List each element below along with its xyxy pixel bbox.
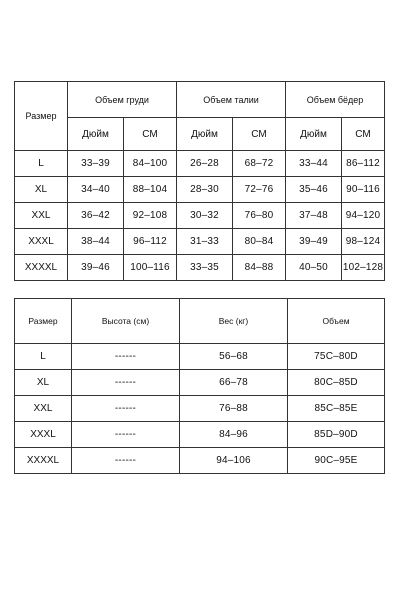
unit-cm: СМ [233,118,286,151]
waist-cm: 76–80 [233,203,286,229]
waist-inch: 31–33 [177,229,233,255]
bust-cm: 100–116 [124,255,177,281]
volume-cell: 80C–85D [288,370,385,396]
bust-inch: 34–40 [68,177,124,203]
table-row [15,229,385,255]
bust-inch: 39–46 [68,255,124,281]
bust-inch: 33–39 [68,151,124,177]
size-chart-measurements [14,81,385,281]
unit-inch: Дюйм [177,118,233,151]
unit-inch: Дюйм [68,118,124,151]
waist-inch: 33–35 [177,255,233,281]
bust-inch: 36–42 [68,203,124,229]
hip-cm: 94–120 [342,203,385,229]
hip-inch: 35–46 [286,177,342,203]
hip-cm: 90–116 [342,177,385,203]
height-cell: ------ [72,344,180,370]
size-cell: XXXXL [15,255,68,281]
table-row [15,396,385,422]
hip-inch: 40–50 [286,255,342,281]
weight-cell: 66–78 [180,370,288,396]
size-cell: XXL [15,396,72,422]
height-cell: ------ [72,422,180,448]
size-cell: XXXL [15,229,68,255]
size-header: Размер [15,82,68,151]
weight-cell: 84–96 [180,422,288,448]
size-cell: XXXL [15,422,72,448]
table-row [15,255,385,281]
weight-header: Вес (кг) [180,299,288,344]
table-row [15,203,385,229]
bust-header: Объем груди [68,82,177,118]
size-cell: XL [15,177,68,203]
height-header: Высота (см) [72,299,180,344]
waist-cm: 68–72 [233,151,286,177]
unit-inch: Дюйм [286,118,342,151]
weight-cell: 56–68 [180,344,288,370]
height-cell: ------ [72,370,180,396]
waist-inch: 26–28 [177,151,233,177]
size-cell: L [15,151,68,177]
hip-cm: 98–124 [342,229,385,255]
table-row [15,448,385,474]
size-chart-body [14,298,385,474]
height-cell: ------ [72,396,180,422]
hip-cm: 86–112 [342,151,385,177]
table-row [15,370,385,396]
table-row [15,151,385,177]
hip-inch: 37–48 [286,203,342,229]
waist-cm: 84–88 [233,255,286,281]
hip-cm: 102–128 [342,255,385,281]
bust-cm: 96–112 [124,229,177,255]
weight-cell: 76–88 [180,396,288,422]
size-cell: XL [15,370,72,396]
waist-cm: 72–76 [233,177,286,203]
waist-inch: 28–30 [177,177,233,203]
table-row [15,422,385,448]
unit-cm: СМ [342,118,385,151]
size-cell: L [15,344,72,370]
unit-cm: СМ [124,118,177,151]
size-cell: XXL [15,203,68,229]
volume-cell: 75C–80D [288,344,385,370]
volume-cell: 90C–95E [288,448,385,474]
bust-inch: 38–44 [68,229,124,255]
hip-inch: 39–49 [286,229,342,255]
size-header: Размер [15,299,72,344]
size-cell: XXXXL [15,448,72,474]
hip-header: Объем бёдер [286,82,385,118]
bust-cm: 88–104 [124,177,177,203]
bust-cm: 84–100 [124,151,177,177]
bust-cm: 92–108 [124,203,177,229]
table-row [15,177,385,203]
waist-cm: 80–84 [233,229,286,255]
table-row [15,344,385,370]
waist-header: Объем талии [177,82,286,118]
weight-cell: 94–106 [180,448,288,474]
volume-cell: 85D–90D [288,422,385,448]
volume-cell: 85C–85E [288,396,385,422]
height-cell: ------ [72,448,180,474]
hip-inch: 33–44 [286,151,342,177]
waist-inch: 30–32 [177,203,233,229]
volume-header: Объем [288,299,385,344]
